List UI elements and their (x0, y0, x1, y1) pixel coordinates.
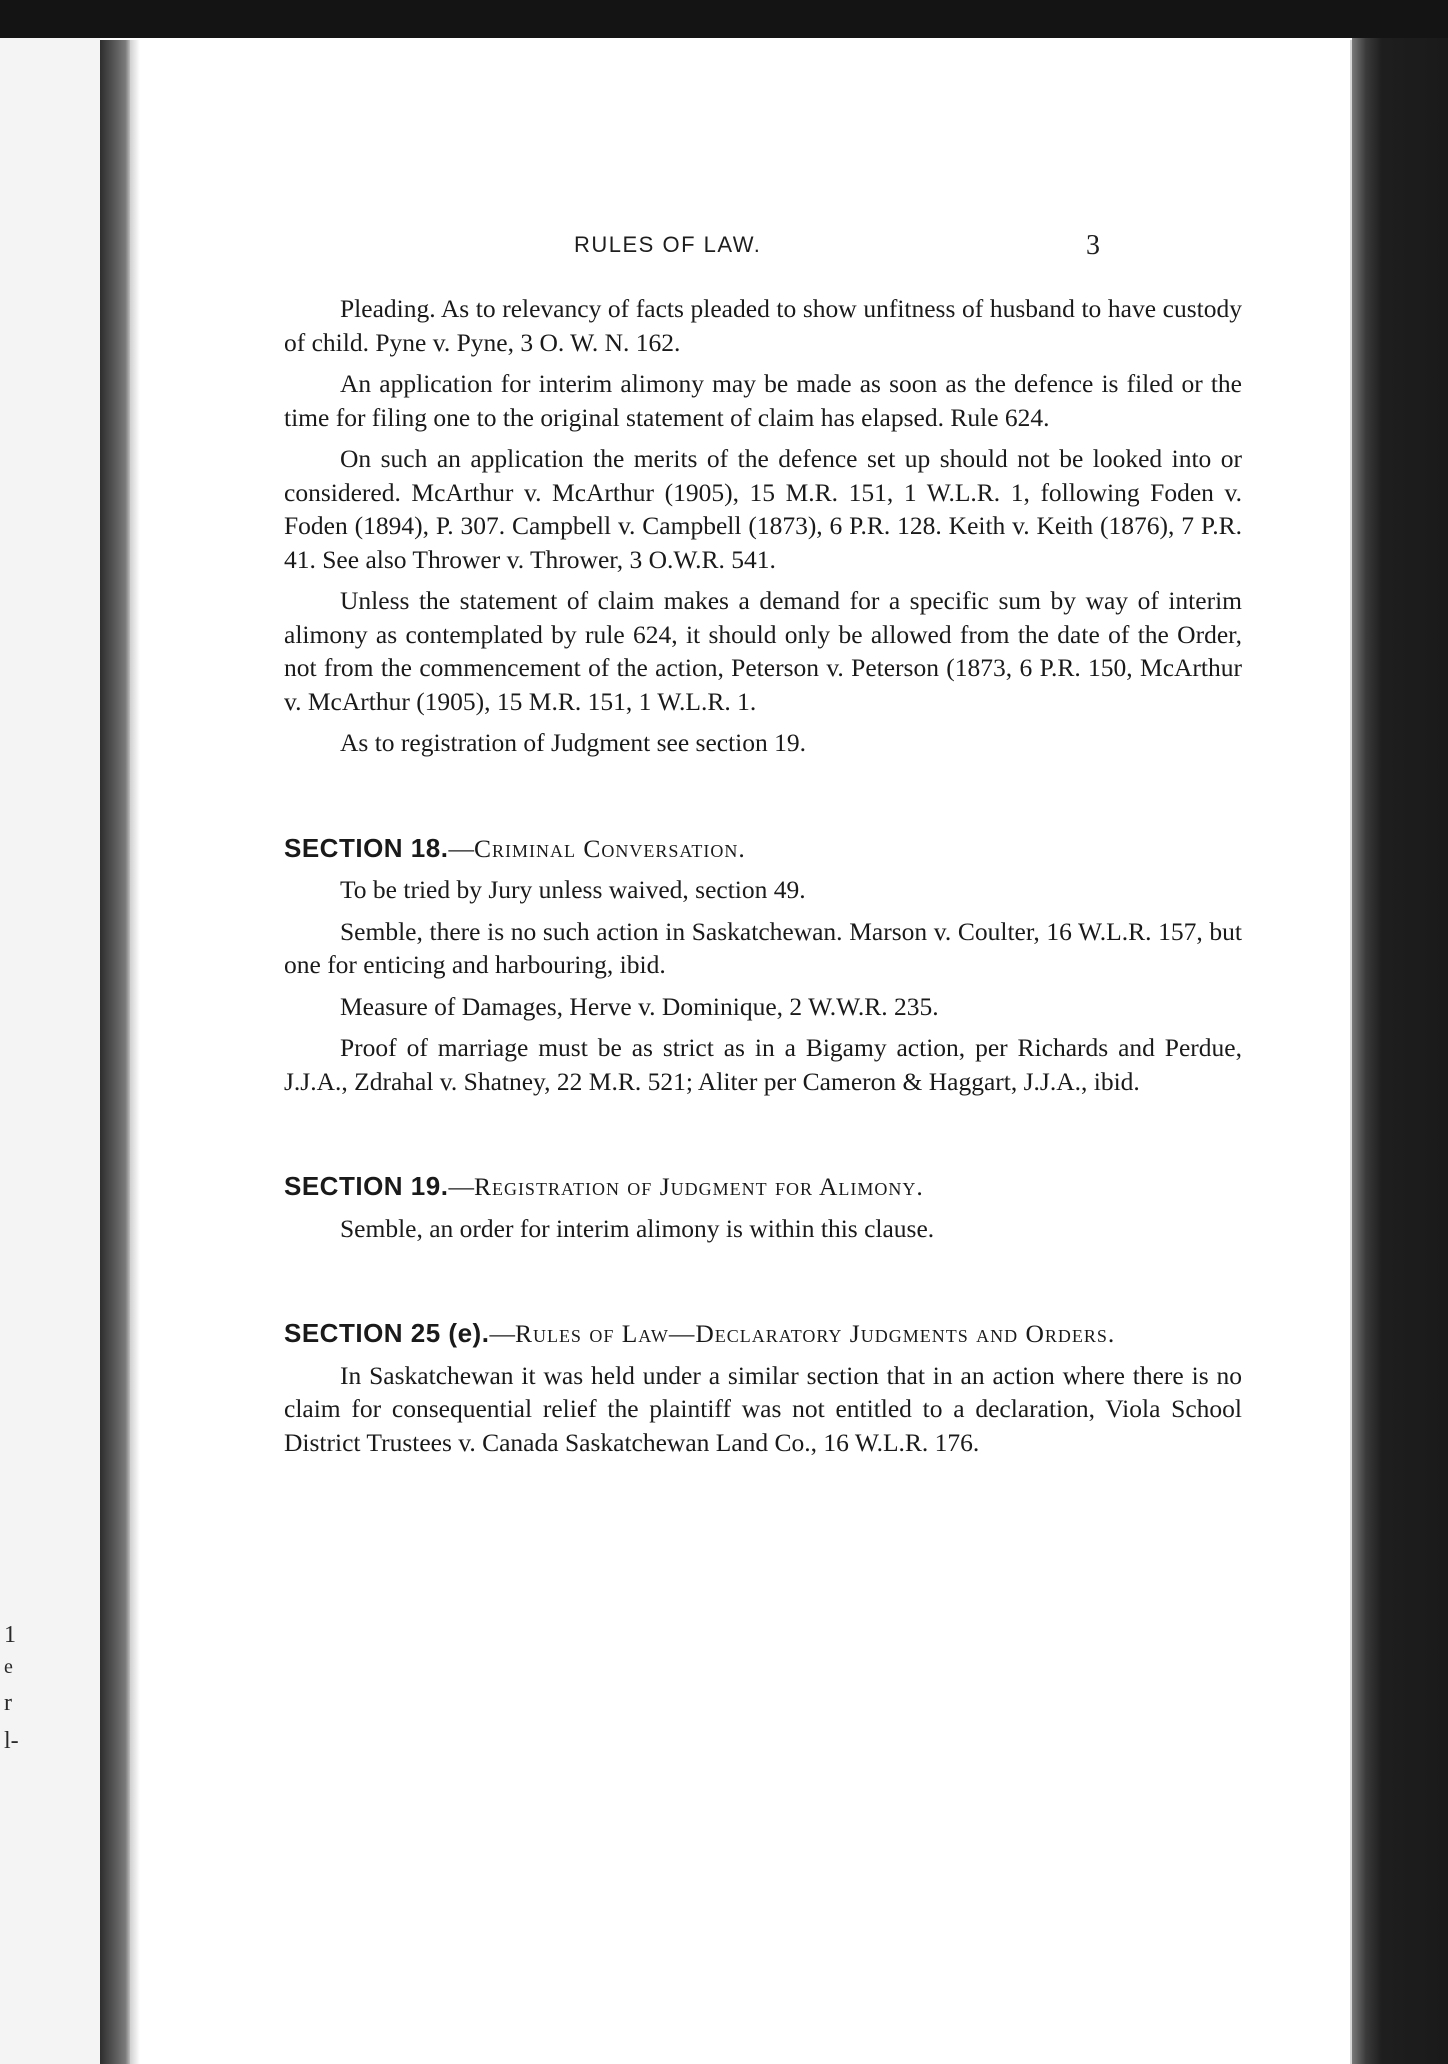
running-title: RULES OF LAW. (574, 232, 762, 257)
paragraph: As to registration of Judgment see section 19. (340, 728, 806, 757)
running-head (140, 232, 1350, 272)
section-dash: — (448, 1172, 474, 1201)
section-dash: — (448, 833, 474, 863)
paragraph: Semble, there is no such action in Saskatchewan. Marson v. Coulter, 16 W.L.R. 157, but one for enticing and harbouring, ibid. (284, 916, 1242, 979)
page-number: 3 (1086, 230, 1100, 261)
section-title: Criminal Conversation. (473, 833, 746, 863)
section-title: Rules of Law—Declaratory Judgments and Orders. (514, 1319, 1116, 1348)
paragraph: Pleading. As to relevancy of facts pleaded to show unfitness of husband to have custody of child. Pyne v. Pyne, 3 O. W. N. 162. (284, 294, 1242, 357)
section-heading (284, 1170, 1242, 1204)
paragraph: An application for interim alimony may be made as soon as the defence is filed or the time for filing one to the original statement of claim has elapsed. Rule 624. (284, 369, 1242, 432)
scan-border-right (1352, 38, 1448, 2064)
paragraph: Unless the statement of claim makes a demand for a specific sum by way of interim alimony as contemplated by rule 624, it should only be allowed from the date of the Order, not from the commencement of the action, Peterson v. Peterson (1873, 6 P.R. 150, McArthur v. McArthur (1905), 15 M.R. 151, 1 W.L.R. 1. (284, 586, 1242, 716)
book-page (140, 38, 1350, 2064)
margin-mark: l- (4, 1728, 19, 1754)
book-gutter-edge (130, 40, 140, 2064)
previous-page-edge (0, 38, 100, 2064)
paragraph: In Saskatchewan it was held under a similar section that in an action where there is no claim for consequential relief the plaintiff was not entitled to a declaration, Viola School District Trustees v. Canada Saskatchewan Land Co., 16 W.L.R. 176. (284, 1360, 1242, 1457)
section-title: Registration of Judgment for Alimony. (473, 1172, 924, 1201)
margin-mark: r (4, 1690, 12, 1716)
paragraph: To be tried by Jury unless waived, section 49. (340, 875, 806, 904)
margin-mark: e (4, 1656, 13, 1678)
section-label: SECTION 19. (284, 1171, 449, 1201)
book-gutter-shadow (100, 40, 130, 2064)
section-label: SECTION 25 (e). (284, 1318, 490, 1348)
paragraph: On such an application the merits of the defence set up should not be looked into or considered. McArthur v. McArthur (1905), 15 M.R. 151, 1 W.L.R. 1, following Foden v. Foden (1894), P. 307. Campbell v. Campbell (1873), 6 P.R. 128. Keith v. Keith (1876), 7 P.R. 41. See also Thrower v. Thrower, 3 O.W.R. 541. (284, 444, 1242, 574)
section-heading (284, 1317, 1242, 1351)
section-heading (284, 832, 1242, 866)
scan-border-top (0, 0, 1448, 38)
page-body (284, 292, 1242, 1467)
section-dash: — (489, 1319, 515, 1348)
section-label: SECTION 18. (284, 832, 449, 863)
paragraph: Proof of marriage must be as strict as in a Bigamy action, per Richards and Perdue, J.J.A., Zdrahal v. Shatney, 22 M.R. 521; Aliter per Cameron & Haggart, J.J.A., ibid. (284, 1033, 1242, 1096)
paragraph: Measure of Damages, Herve v. Dominique, 2 W.W.R. 235. (340, 991, 939, 1021)
paragraph: Semble, an order for interim alimony is within this clause. (340, 1213, 935, 1243)
margin-mark: 1 (4, 1622, 16, 1648)
